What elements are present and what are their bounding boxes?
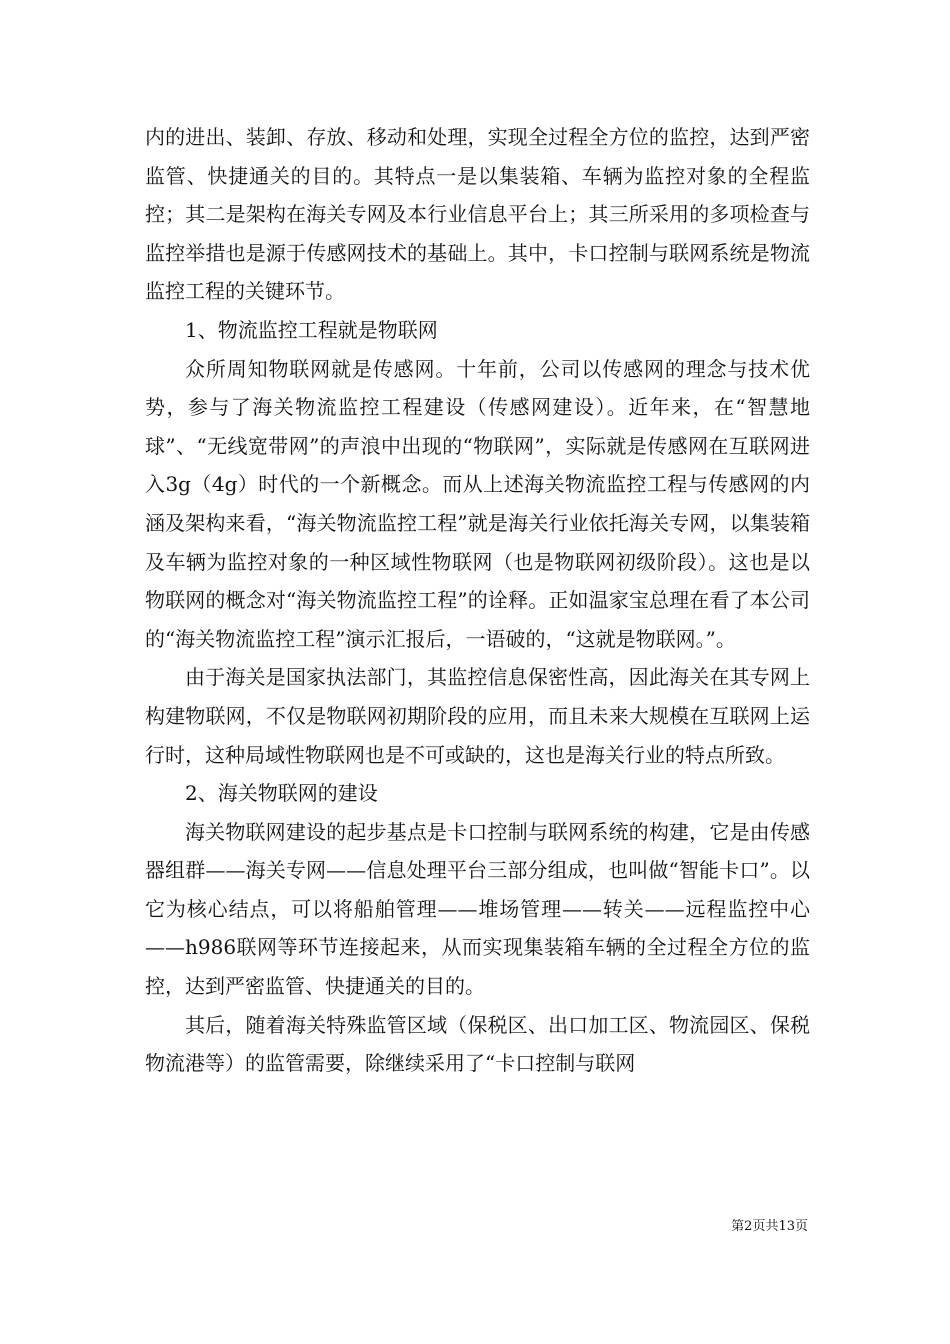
paragraph-4: 海关物联网建设的起步基点是卡口控制与联网系统的构建，它是由传感器组群——海关专网——信息处理平台三部分组成，也叫做“智能卡口”。以它为核心结点，可以将船舶管理——堆场管理——转关——远程监控中心——h986联网等环节连接起来，从而实现集装箱车辆的全过程全方位的监控，达到严密监管、快捷通关的目的。	[145, 819, 810, 999]
page-number-footer: 第2页共13页	[731, 1219, 808, 1234]
paragraph-5: 其后，随着海关特殊监管区域（保税区、出口加工区、物流园区、保税物流港等）的监管需要，除继续采用了“卡口控制与联网	[145, 1012, 810, 1076]
document-body	[145, 118, 810, 1083]
paragraph-3: 由于海关是国家执法部门，其监控信息保密性高，因此海关在其专网上构建物联网，不仅是物联网初期阶段的应用，而且未来大规模在互联网上运行时，这种局域性物联网也是不可或缺的，这也是海关行业的特点所致。	[145, 665, 810, 767]
section-heading-2: 2、海关物联网的建设	[185, 781, 378, 806]
paragraph-1: 内的进出、装卸、存放、移动和处理，实现全过程全方位的监控，达到严密监管、快捷通关的目的。其特点一是以集装箱、车辆为监控对象的全程监控；其二是架构在海关专网及本行业信息平台上；其三所采用的多项检查与监控举措也是源于传感网技术的基础上。其中，卡口控制与联网系统是物流监控工程的关键环节。	[145, 125, 810, 304]
paragraph-2: 众所周知物联网就是传感网。十年前，公司以传感网的理念与技术优势，参与了海关物流监控工程建设（传感网建设）。近年来，在“智慧地球”、“无线宽带网”的声浪中出现的“物联网”，实际就是传感网在互联网进入3g（4g）时代的一个新概念。而从上述海关物流监控工程与传感网的内涵及架构来看，“海关物流监控工程”就是海关行业依托海关专网，以集装箱及车辆为监控对象的一种区域性物联网（也是物联网初级阶段）。这也是以物联网的概念对“海关物流监控工程”的诠释。正如温家宝总理在看了本公司的“海关物流监控工程”演示汇报后，一语破的，“这就是物联网。”。	[145, 356, 810, 651]
section-heading-1: 1、物流监控工程就是物联网	[185, 317, 438, 342]
